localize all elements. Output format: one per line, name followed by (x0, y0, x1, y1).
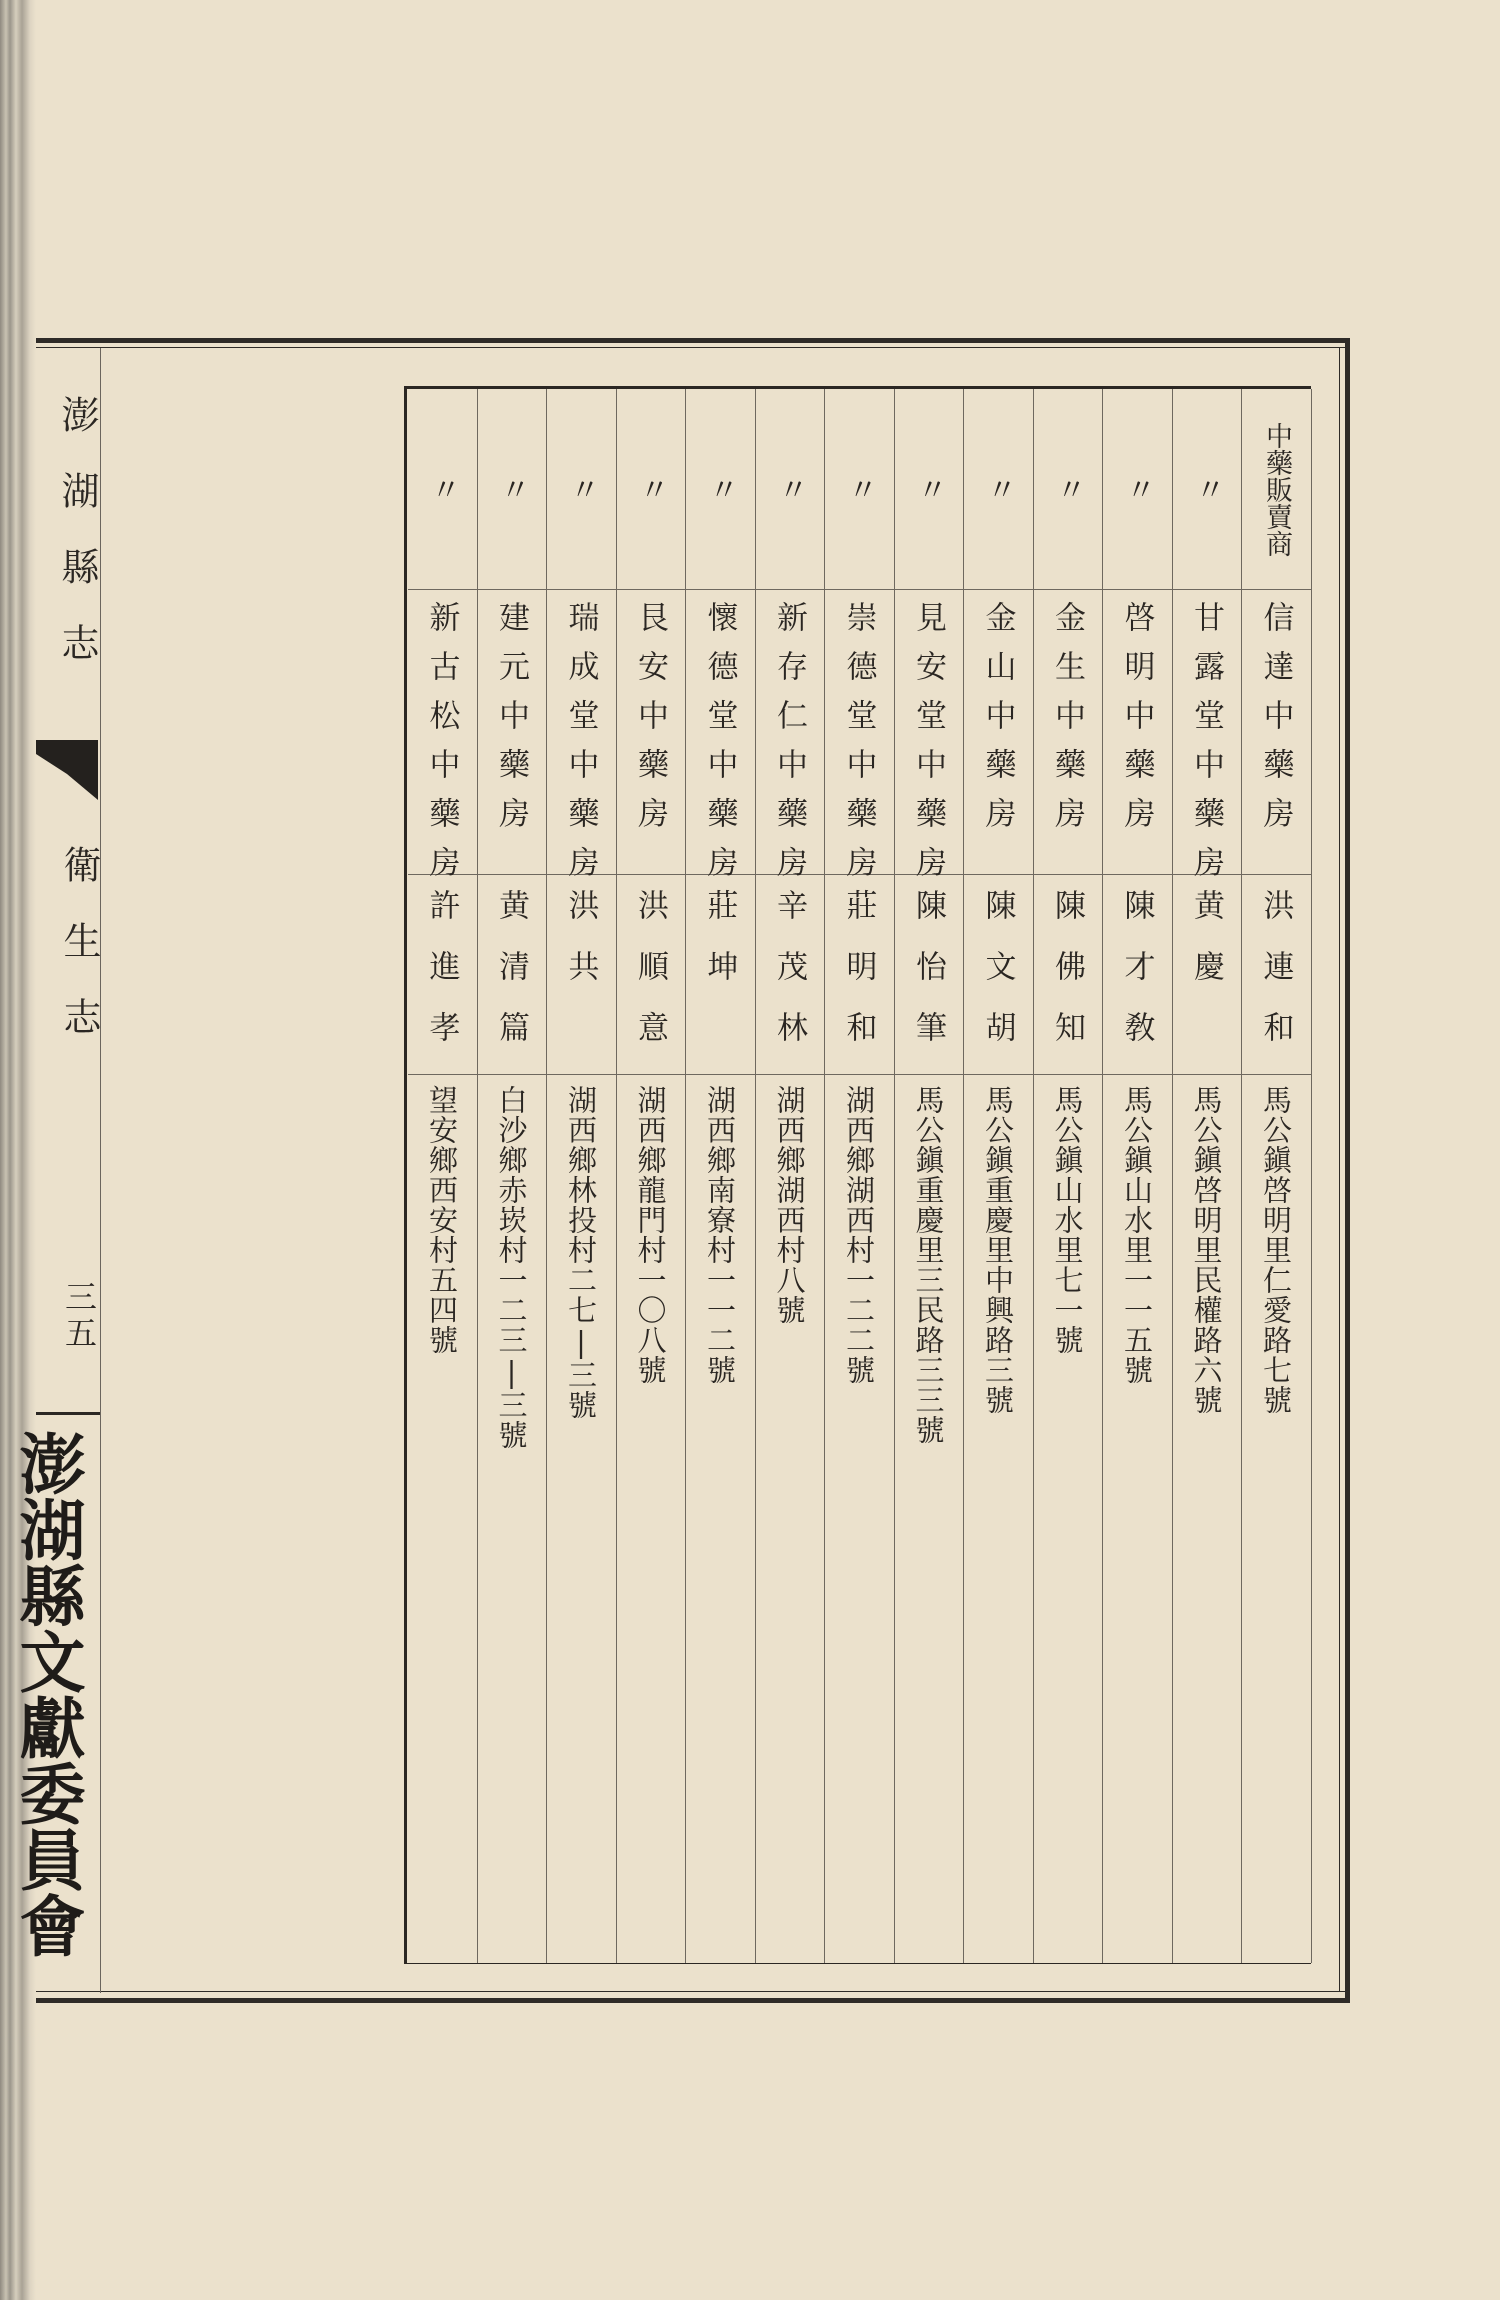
owner-name-text: 洪共 (562, 889, 599, 1011)
pharmacy-type-text: 中藥販賣商 (1261, 421, 1292, 557)
pharmacy-name-cell (1103, 589, 1172, 875)
pharmacy-name-cell (1033, 589, 1102, 875)
pharmacy-type-cell (1103, 389, 1172, 590)
owner-name-text: 洪連和 (1257, 889, 1294, 1072)
table-row (1172, 389, 1242, 1963)
address-cell (686, 1075, 755, 1963)
owner-name-cell (686, 875, 755, 1075)
pharmacy-type-cell (755, 389, 824, 590)
pharmacy-type-text: 〃 (772, 474, 808, 504)
address-cell (1103, 1075, 1172, 1963)
table-row (408, 389, 478, 1963)
pharmacy-name-cell (477, 589, 546, 875)
table-row (477, 389, 547, 1963)
owner-name-text: 黄慶 (1188, 889, 1224, 1011)
owner-name-cell (1103, 875, 1172, 1075)
pharmacy-type-cell (894, 389, 963, 590)
pharmacy-type-text: 〃 (425, 474, 460, 504)
address-text: 馬公鎭重慶里三民路三三號 (911, 1085, 946, 1445)
owner-name-text: 洪順意 (632, 889, 668, 1072)
pharmacy-type-cell (1172, 389, 1241, 590)
address-cell (408, 1075, 477, 1963)
table-row (1242, 389, 1312, 1963)
pharmacy-type-text: 〃 (703, 474, 738, 504)
pharmacy-name-text: 瑞成堂中藥房 (562, 601, 599, 895)
owner-name-cell (825, 875, 894, 1075)
pharmacy-name-cell (755, 589, 824, 895)
pharmacy-name-text: 崇德堂中藥房 (840, 601, 877, 895)
owner-name-cell (1172, 875, 1241, 1075)
address-text: 湖西鄉龍門村一〇八號 (633, 1085, 668, 1385)
address-cell (755, 1075, 824, 1963)
owner-name-text: 黄清篇 (493, 889, 529, 1072)
owner-name-cell (894, 875, 963, 1075)
pharmacy-type-cell (964, 389, 1033, 590)
pharmacy-name-text: 見安堂中藥房 (910, 601, 946, 895)
address-cell (1242, 1075, 1311, 1963)
page-number-rule (36, 1412, 100, 1415)
owner-name-text: 許進孝 (423, 889, 460, 1072)
table-row (547, 389, 617, 1963)
table-row (894, 389, 964, 1963)
frame-bottom-inner-rule (36, 1991, 1348, 1992)
pharmacy-name-text: 金山中藥房 (979, 601, 1016, 846)
pharmacy-name-text: 新古松中藥房 (423, 601, 460, 895)
address-text: 望安鄉西安村五四號 (425, 1085, 459, 1355)
frame-right-rule (1345, 338, 1350, 2003)
owner-name-cell (1033, 875, 1102, 1075)
owner-name-cell (408, 875, 477, 1075)
owner-name-text: 陳怡筆 (910, 889, 946, 1072)
pharmacy-type-text: 〃 (842, 474, 877, 504)
pharmacy-type-text: 〃 (564, 474, 599, 504)
owner-name-cell (755, 875, 824, 1075)
owner-name-text: 陳文胡 (979, 889, 1016, 1072)
pharmacy-name-cell (1172, 589, 1241, 895)
pharmacy-name-cell (547, 589, 616, 895)
pharmacy-type-text: 〃 (911, 474, 947, 504)
address-cell (964, 1075, 1033, 1963)
pharmacy-name-cell (616, 589, 685, 875)
pharmacy-type-text: 〃 (1050, 474, 1086, 504)
pharmacy-type-cell (1242, 389, 1311, 590)
page-number: 三五 (60, 1280, 98, 1352)
pharmacy-name-cell (894, 589, 963, 895)
address-text: 馬公鎭啓明里民權路六號 (1189, 1085, 1224, 1415)
table-row (964, 389, 1034, 1963)
table-row (686, 389, 756, 1963)
address-text: 馬公鎭重慶里中興路三號 (981, 1085, 1015, 1415)
pharmacy-name-cell (686, 589, 755, 895)
pharmacy-type-cell (1033, 389, 1102, 590)
owner-name-text: 陳佛知 (1049, 889, 1085, 1072)
pharmacy-type-cell (408, 389, 477, 590)
pharmacy-name-cell (964, 589, 1033, 875)
owner-name-cell (964, 875, 1033, 1075)
owner-name-cell (547, 875, 616, 1075)
owner-name-text: 陳才敎 (1118, 889, 1155, 1072)
owner-name-cell (616, 875, 685, 1075)
pharmacy-name-cell (825, 589, 894, 895)
owner-name-text: 辛茂林 (771, 889, 807, 1072)
owner-name-cell (1242, 875, 1311, 1075)
address-text: 馬公鎭山水里一一五號 (1120, 1085, 1154, 1385)
address-text: 白沙鄉赤崁村一二三|三號 (494, 1085, 529, 1450)
pharmacy-type-text: 〃 (981, 474, 1016, 504)
address-text: 湖西鄉湖西村一二二號 (842, 1085, 876, 1385)
pharmacy-name-text: 建元中藥房 (493, 601, 529, 846)
pharmacy-name-text: 甘露堂中藥房 (1188, 601, 1224, 895)
pharmacy-name-text: 艮安中藥房 (632, 601, 668, 846)
book-title: 澎湖縣志 (55, 395, 99, 699)
pharmacy-type-cell (616, 389, 685, 590)
address-cell (616, 1075, 685, 1963)
pharmacy-name-text: 信達中藥房 (1257, 601, 1294, 846)
address-text: 湖西鄉南寮村一一二號 (703, 1085, 737, 1385)
pharmacy-type-cell (825, 389, 894, 590)
owner-name-cell (477, 875, 546, 1075)
address-cell (1033, 1075, 1102, 1963)
pharmacy-type-text: 〃 (1120, 474, 1155, 504)
table-row (616, 389, 686, 1963)
address-text: 馬公鎭山水里七一號 (1050, 1085, 1085, 1355)
pharmacy-name-text: 金生中藥房 (1049, 601, 1085, 846)
frame-right-inner-rule (1339, 347, 1340, 1992)
pharmacy-type-cell (686, 389, 755, 590)
frame-bottom-rule (36, 1998, 1350, 2003)
address-cell (894, 1075, 963, 1963)
frame-top-inner-rule (36, 347, 1348, 348)
pharmacy-type-text: 〃 (494, 474, 530, 504)
pharmacy-name-text: 啓明中藥房 (1118, 601, 1155, 846)
address-text: 湖西鄉湖西村八號 (772, 1085, 807, 1325)
table-row (825, 389, 895, 1963)
pharmacy-name-text: 新存仁中藥房 (771, 601, 807, 895)
pharmacy-name-cell (1242, 589, 1311, 875)
table-row (1033, 389, 1103, 1963)
pharmacy-name-text: 懷德堂中藥房 (701, 601, 738, 895)
address-text: 馬公鎭啓明里仁愛路七號 (1259, 1085, 1293, 1415)
address-cell (477, 1075, 546, 1963)
pharmacy-type-text: 〃 (1189, 474, 1225, 504)
pharmacy-type-text: 〃 (633, 474, 669, 504)
table-row (755, 389, 825, 1963)
section-title: 衛生志 (57, 845, 101, 1073)
publisher-imprint: 澎湖縣文獻委員會 (8, 1430, 86, 1958)
owner-name-text: 莊坤 (701, 889, 738, 1011)
frame-top-rule (36, 338, 1350, 343)
table-row (1103, 389, 1173, 1963)
fish-tail-mark-icon (36, 740, 98, 800)
address-cell (547, 1075, 616, 1963)
address-cell (1172, 1075, 1241, 1963)
pharmacy-type-cell (547, 389, 616, 590)
pharmacy-type-cell (477, 389, 546, 590)
address-cell (825, 1075, 894, 1963)
pharmacy-name-cell (408, 589, 477, 895)
owner-name-text: 莊明和 (840, 889, 877, 1072)
pharmacy-table (404, 386, 1311, 1964)
address-text: 湖西鄉林投村二七|三號 (564, 1085, 598, 1420)
